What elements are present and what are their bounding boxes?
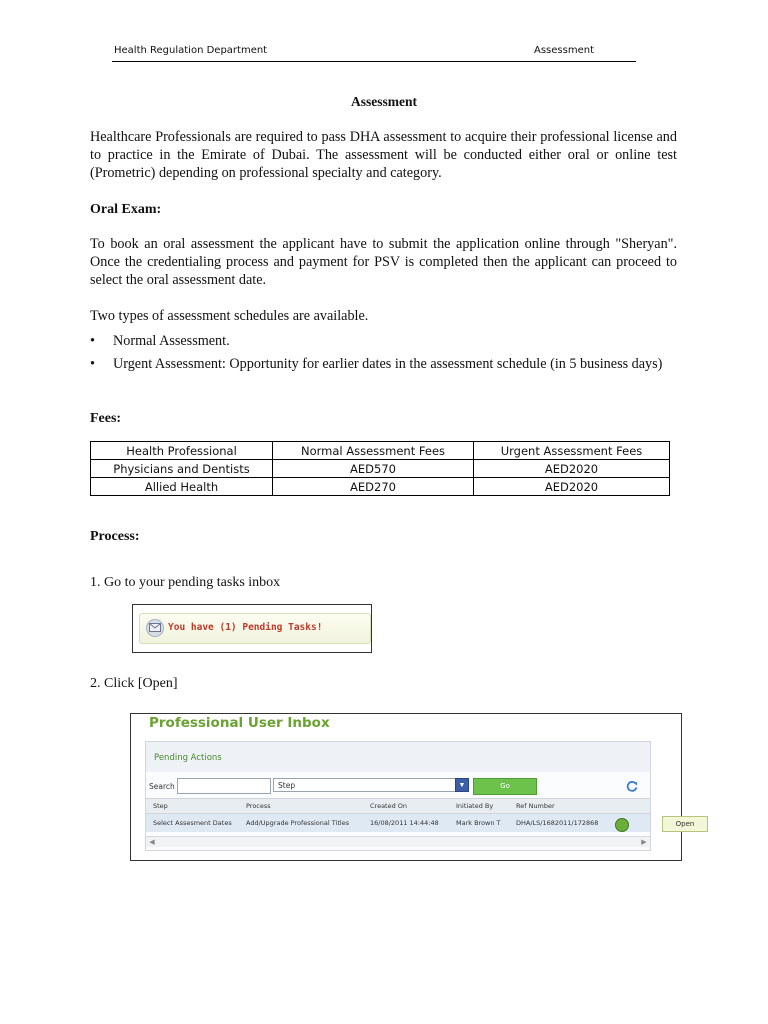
grid-cell: DHA/LS/1682011/172868 [516, 819, 599, 827]
table-row [91, 460, 670, 478]
pending-actions-panel [145, 741, 651, 851]
bullet-icon: • [90, 356, 95, 372]
horizontal-scrollbar[interactable] [146, 836, 650, 847]
step-2-text: 2. Click [Open] [90, 676, 178, 691]
column-header: Step [153, 802, 168, 810]
grid-header-row [146, 798, 650, 814]
step-select[interactable]: Step [273, 778, 466, 792]
panel-header [146, 742, 650, 772]
table-row [91, 478, 670, 496]
column-header: Ref Number [516, 802, 555, 810]
search-label: Search [149, 782, 175, 791]
grid-cell: Mark Brown T [456, 819, 501, 827]
column-header: Created On [370, 802, 408, 810]
go-button[interactable]: Go [473, 778, 537, 795]
step-1-text: 1. Go to your pending tasks inbox [90, 575, 281, 590]
intro-paragraph: Healthcare Professionals are required to pass DHA assessment to acquire their professional license and to practice in the Emirate of Dubai. The assessment will be conducted either oral or online test (Prometric) depending on professional specialty and category. [90, 129, 677, 181]
pending-tasks-text: You have (1) Pending Tasks! [168, 622, 323, 633]
envelope-icon [146, 619, 164, 637]
column-header: Normal Assessment Fees [273, 442, 474, 460]
column-header: Health Professional [91, 442, 273, 460]
schedule-types-intro: Two types of assessment schedules are available. [90, 308, 369, 324]
oral-exam-paragraph: To book an oral assessment the applicant have to submit the application online through "Sheryan". Once the credentialing process and payment for PSV is completed then the applicant can proceed to select the oral assessment date. [90, 236, 677, 288]
scroll-left-icon[interactable]: ◀ [149, 838, 155, 846]
header-section: Assessment [534, 45, 594, 56]
refresh-icon[interactable] [625, 779, 639, 793]
process-heading: Process: [90, 529, 140, 544]
list-item-text: Normal Assessment. [113, 333, 230, 349]
table-cell: Physicians and Dentists [91, 460, 273, 478]
schedule-types-list [90, 330, 677, 376]
table-cell: Allied Health [91, 478, 273, 496]
fees-table [90, 441, 670, 496]
grid-cell: Add/Upgrade Professional Titles [246, 819, 350, 827]
pending-tasks-banner[interactable] [139, 613, 371, 644]
scroll-right-icon[interactable]: ▶ [641, 838, 647, 846]
column-header: Urgent Assessment Fees [474, 442, 670, 460]
list-item [90, 330, 677, 353]
search-input[interactable] [177, 778, 271, 794]
list-item [90, 353, 677, 376]
panel-title: Pending Actions [154, 753, 222, 763]
inbox-screenshot [130, 713, 695, 861]
pending-tasks-screenshot [132, 604, 372, 653]
table-cell: AED270 [273, 478, 474, 496]
table-cell: AED570 [273, 460, 474, 478]
list-item-text: Urgent Assessment: Opportunity for earlier dates in the assessment schedule (in 5 business days) [113, 356, 663, 372]
grid-cell: Select Assesment Dates [153, 819, 232, 827]
bullet-icon: • [90, 333, 95, 349]
open-button[interactable]: Open [662, 816, 708, 832]
column-header: Initiated By [456, 802, 494, 810]
running-header [112, 44, 636, 62]
fees-heading: Fees: [90, 411, 122, 426]
open-icon[interactable] [615, 818, 629, 832]
chevron-down-icon[interactable]: ▼ [455, 778, 469, 792]
table-cell: AED2020 [474, 478, 670, 496]
table-cell: AED2020 [474, 460, 670, 478]
inbox-title: Professional User Inbox [149, 715, 330, 731]
table-row[interactable] [146, 814, 650, 832]
column-header: Process [246, 802, 271, 810]
page-title: Assessment [351, 94, 417, 109]
table-header-row [91, 442, 670, 460]
grid-cell: 16/08/2011 14:44:48 [370, 819, 439, 827]
oral-exam-heading: Oral Exam: [90, 202, 162, 217]
header-department: Health Regulation Department [114, 45, 268, 56]
